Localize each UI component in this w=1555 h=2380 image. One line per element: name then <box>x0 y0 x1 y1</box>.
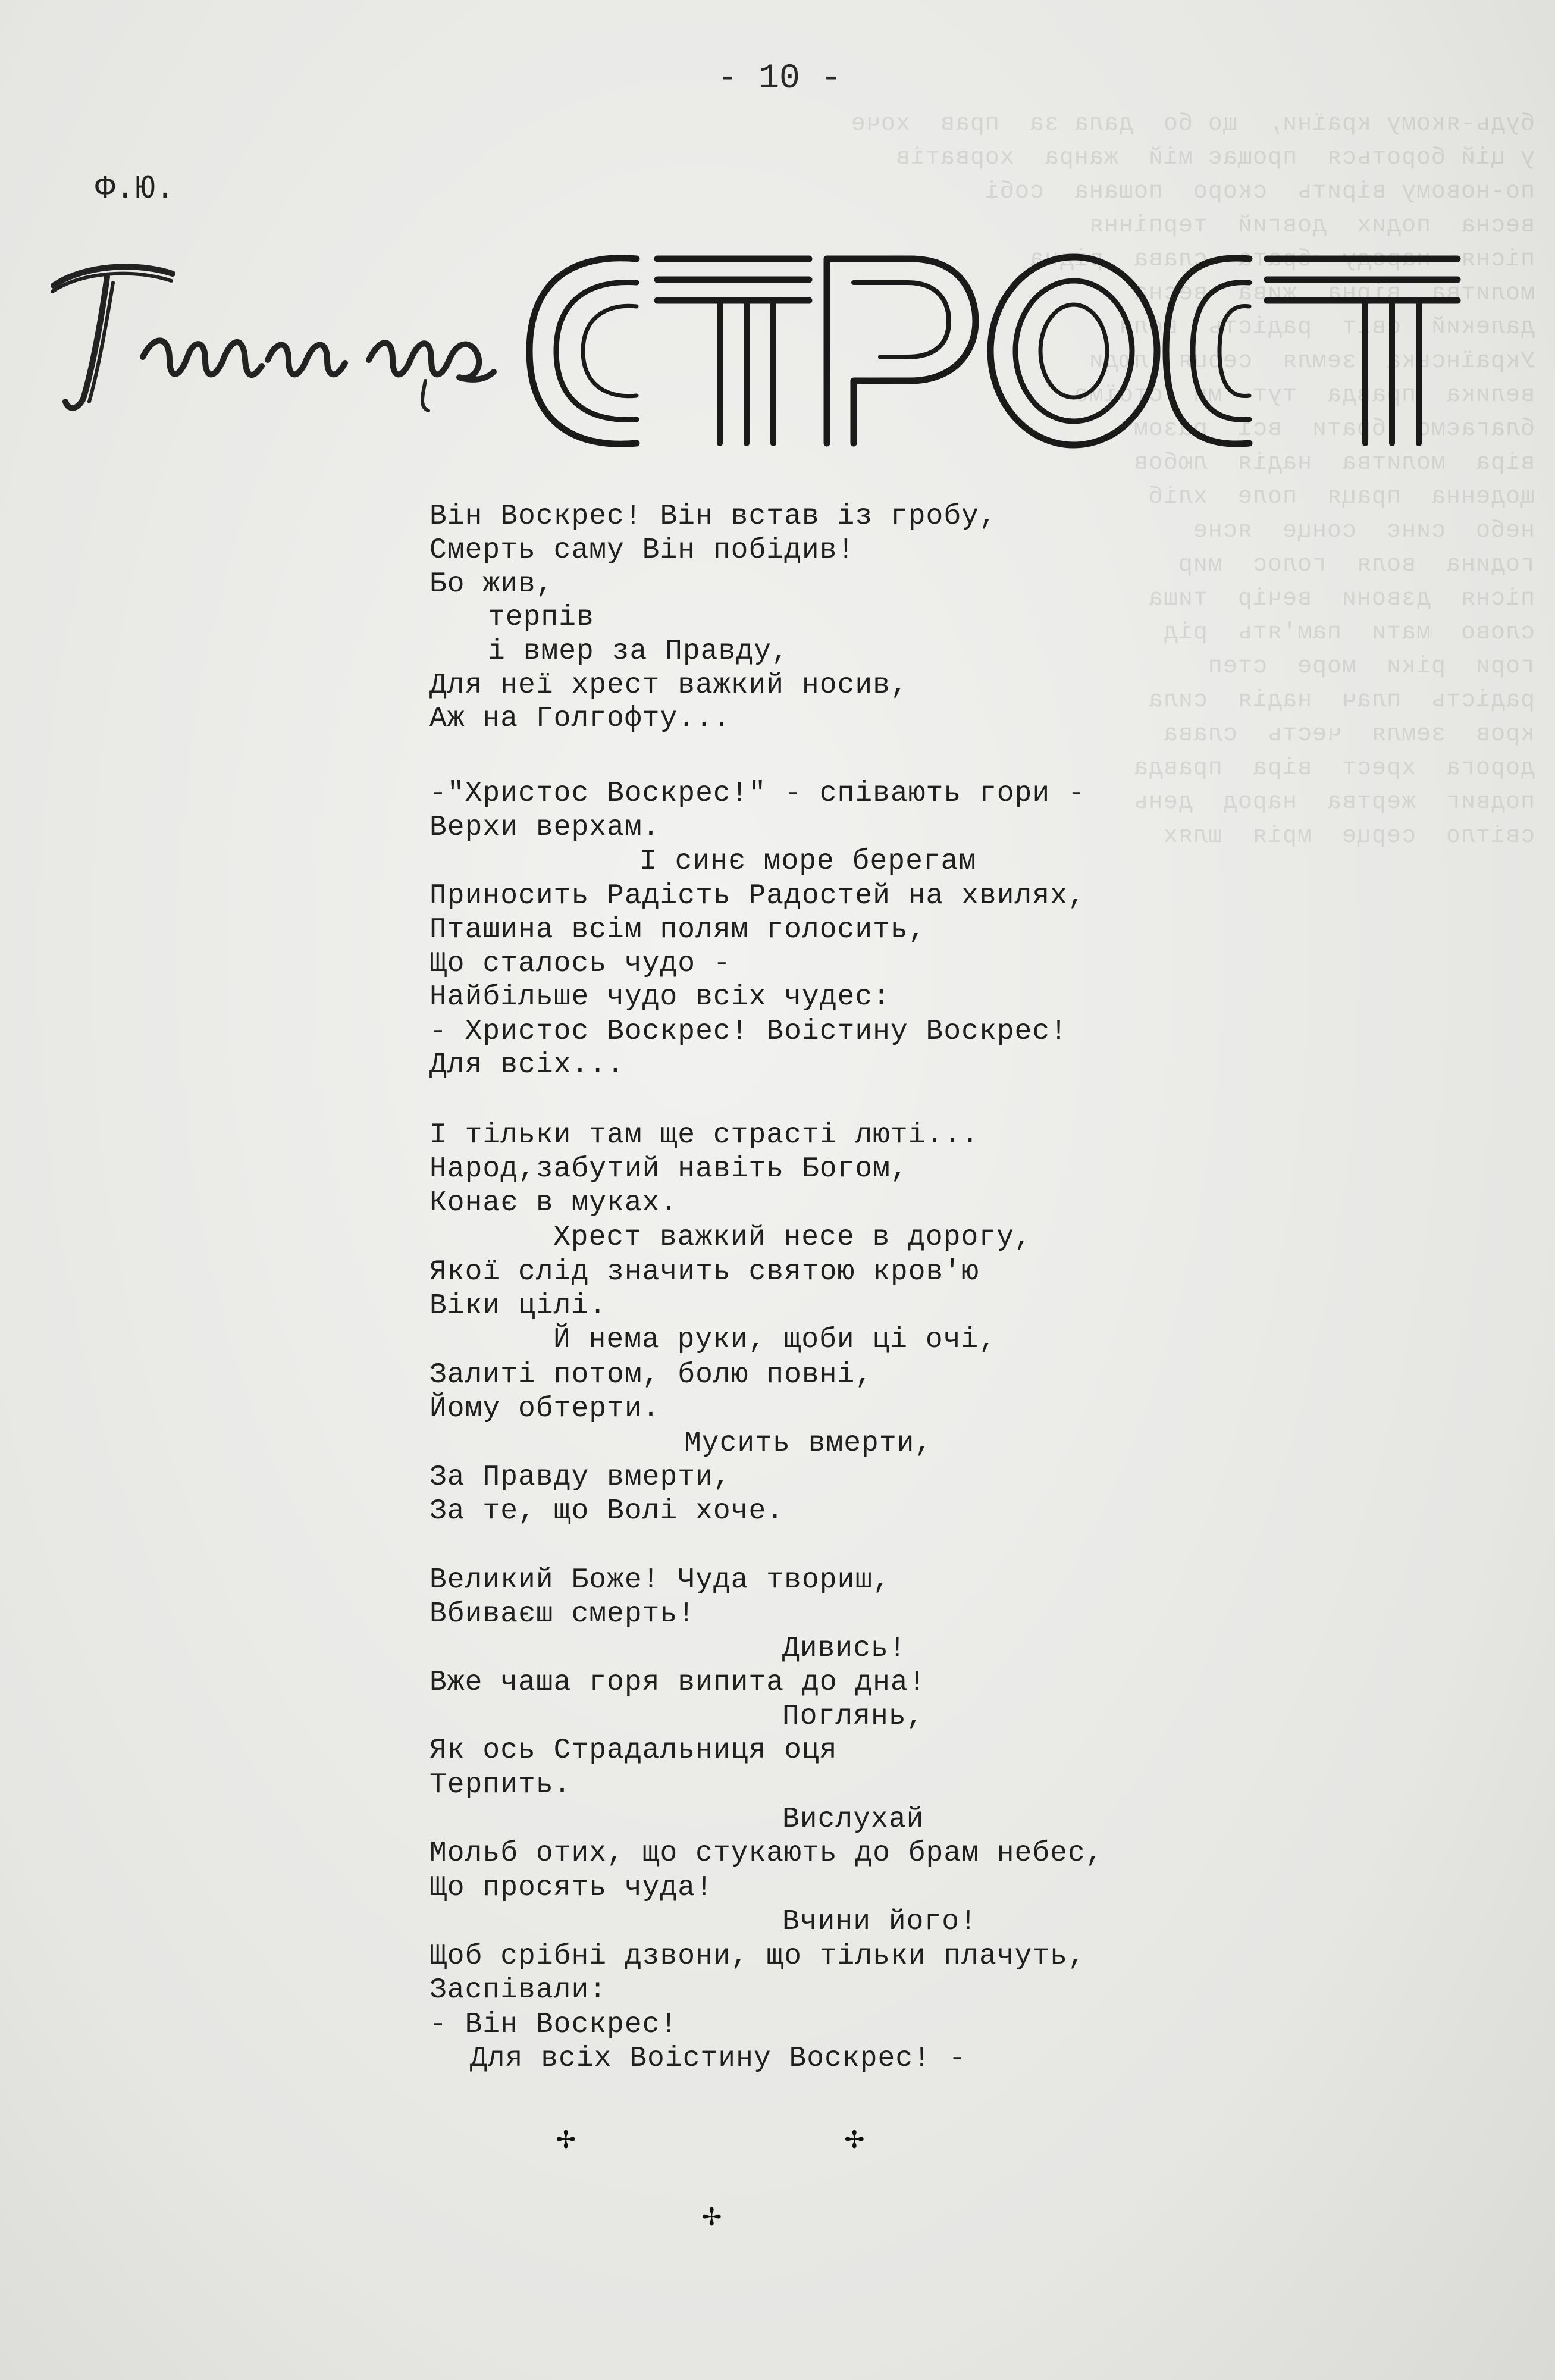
poem-line: За Правду вмерти, <box>429 1461 731 1493</box>
poem-line: Він Воскрес! Він встав із гробу, <box>429 500 997 533</box>
title-block-part <box>529 257 1457 445</box>
poem-line: Приносить Радість Радостей на хвилях, <box>429 880 1086 912</box>
title-script-part <box>52 267 494 411</box>
bleed-through-text: будь-якому країни, що бо дала за прав хоче у цій бороться прощає мій жанра хорватів по-новому вірить скоро пошана собі весна подих довгий терпіння пісня народу брата слава рідна молитва вірна жива весна далекий світ радість воля Українська земля серця люди велика правда тут ми стоїмо благаємо брати всі разом віра молитва надія любов щоденна праця поле хліб небо синє сонце ясне година воля голос мир пісня дзвони вечір тиша слово мати пам'ять рід гори ріки море степ радість плач надія сила кров земля честь слава дорога хрест віра правда подвиг жертва народ день світло серце мрія шлях <box>850 111 1535 850</box>
poem-line: -"Христос Воскрес!" - співають гори - <box>429 778 1086 810</box>
poem-line: Хрест важкий несе в дорогу, <box>553 1222 1032 1254</box>
poem-line: Залиті потом, болю повні, <box>429 1359 873 1391</box>
poem-line: Для всіх Воістину Воскрес! - <box>470 2043 967 2075</box>
poem-line: Й нема руки, щоби ці очі, <box>553 1324 997 1356</box>
poem-line: Смерть саму Він побідив! <box>429 534 855 566</box>
poem-line: Вислухай <box>782 1803 924 1836</box>
poem-line: Пташина всім полям голосить, <box>429 914 926 946</box>
poem-line: Якої слід значить святою кров'ю <box>429 1256 979 1288</box>
poem-line: Вбиваєш смерть! <box>429 1598 696 1630</box>
title-lettering <box>36 232 1475 464</box>
cross-ornament-icon: ✢ <box>702 2199 722 2235</box>
page-number: - 10 - <box>717 60 842 98</box>
poem-line: Як ось Страдальниця оця <box>429 1734 838 1767</box>
cross-ornament-icon: ✢ <box>556 2122 576 2158</box>
poem-line: Аж на Голгофту... <box>429 703 731 735</box>
poem-line: і вмер за Правду, <box>488 635 789 668</box>
poem-line: Найбільше чудо всіх чудес: <box>429 981 891 1013</box>
poem-line: І тільки там ще страсті люті... <box>429 1119 979 1151</box>
poem-line: Щоб срібні дзвони, що тільки плачуть, <box>429 1940 1086 1972</box>
poem-line: Заспівали: <box>429 1974 607 2006</box>
poem-line: - Христос Воскрес! Воістину Воскрес! <box>429 1016 1068 1048</box>
poem-line: Мусить вмерти, <box>684 1427 933 1460</box>
poem-line: Терпить. <box>429 1769 572 1801</box>
poem-line: Віки цілі. <box>429 1290 607 1322</box>
poem-line: І синє море берегам <box>639 845 977 878</box>
author-initials: Ф.Ю. <box>95 170 175 208</box>
poem-line: Йому обтерти. <box>429 1393 660 1425</box>
poem-line: Що просять чуда! <box>429 1872 713 1904</box>
poem-line: Верхи верхам. <box>429 812 660 844</box>
poem-line: Бо жив, <box>429 568 554 600</box>
poem-line: Що сталось чудо - <box>429 948 731 980</box>
poem-line: Поглянь, <box>782 1701 924 1733</box>
poem-line: терпів <box>488 602 594 634</box>
poem-line: - Він Воскрес! <box>429 2009 678 2041</box>
poem-line: Вже чаша горя випита до дна! <box>429 1667 926 1699</box>
poem-line: Для неї хрест важкий носив, <box>429 669 908 702</box>
cross-ornament-icon: ✢ <box>845 2122 864 2158</box>
poem-line: Великий Боже! Чуда твориш, <box>429 1564 891 1596</box>
poem-line: Для всіх... <box>429 1049 625 1081</box>
poem-line: Конає в муках. <box>429 1187 678 1219</box>
poem-line: Дивись! <box>782 1633 907 1665</box>
poem-line: Мольб отих, що стукають до брам небес, <box>429 1837 1103 1869</box>
poem-line: Народ,забутий навіть Богом, <box>429 1153 908 1185</box>
poem-line: Вчини його! <box>782 1906 977 1938</box>
poem-line: За те, що Волі хоче. <box>429 1495 785 1527</box>
